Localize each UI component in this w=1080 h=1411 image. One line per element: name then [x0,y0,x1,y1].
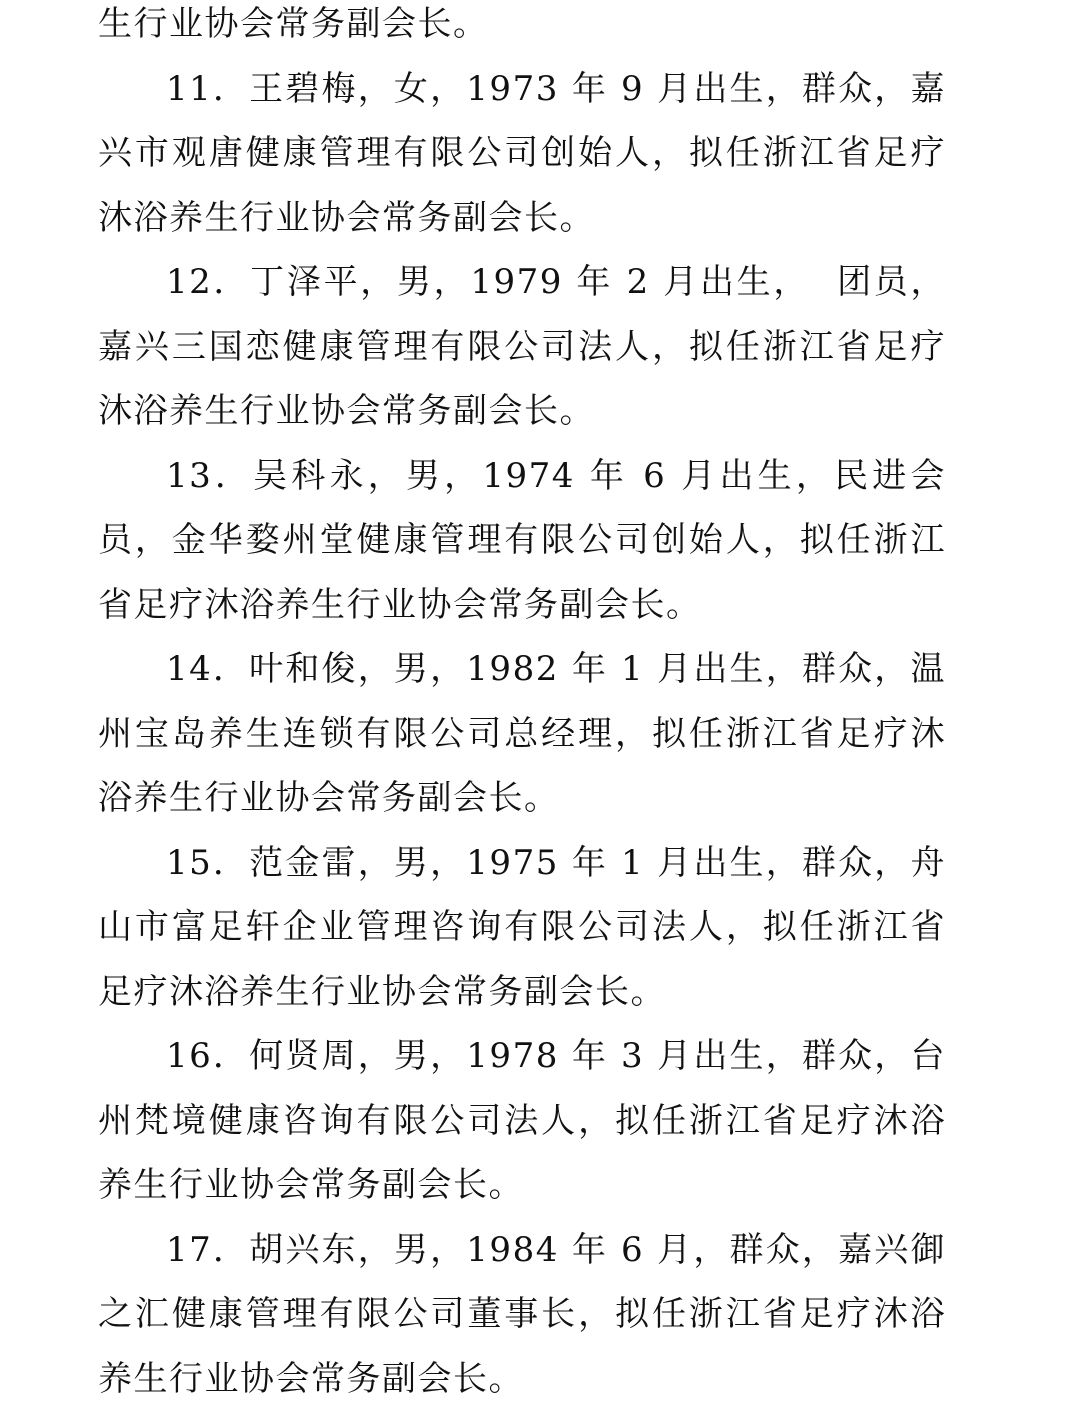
entry-15 [98,831,946,1025]
entry-11 [98,57,946,251]
entry-number: 17． [166,1230,249,1270]
entry-number: 11． [166,69,249,109]
entry-text: 王碧梅，女，1973 年 9 月出生，群众，嘉兴市观唐健康管理有限公司创始人，拟任浙江省足疗沐浴养生行业协会常务副会长。 [98,69,946,238]
entry-13 [98,444,946,638]
entry-16 [98,1024,946,1218]
entry-number: 13． [166,456,253,496]
entry-text: 丁泽平，男，1979 年 2 月出生， 团员，嘉兴三国恋健康管理有限公司法人，拟任浙江省足疗沐浴养生行业协会常务副会长。 [98,262,946,431]
entry-text: 胡兴东，男，1984 年 6 月，群众，嘉兴御之汇健康管理有限公司董事长，拟任浙江省足疗沐浴养生行业协会常务副会长。 [98,1230,946,1399]
entry-number: 15． [166,843,249,883]
entry-text: 何贤周，男，1978 年 3 月出生，群众，台州梵境健康咨询有限公司法人，拟任浙江省足疗沐浴养生行业协会常务副会长。 [98,1036,946,1205]
entry-14 [98,637,946,831]
entry-text: 叶和俊，男，1982 年 1 月出生，群众，温州宝岛养生连锁有限公司总经理，拟任浙江省足疗沐浴养生行业协会常务副会长。 [98,649,946,818]
entry-number: 12． [166,262,250,302]
entry-number: 16． [166,1036,249,1076]
continuation-paragraph: 生行业协会常务副会长。 [98,0,946,57]
entry-12 [98,250,946,444]
entry-text: 范金雷，男，1975 年 1 月出生，群众，舟山市富足轩企业管理咨询有限公司法人，拟任浙江省足疗沐浴养生行业协会常务副会长。 [98,843,946,1012]
entry-number: 14． [166,649,249,689]
entry-17 [98,1218,946,1411]
document-body [98,0,946,1411]
entry-text: 吴科永，男，1974 年 6 月出生，民进会员，金华婺州堂健康管理有限公司创始人，拟任浙江省足疗沐浴养生行业协会常务副会长。 [98,456,946,625]
